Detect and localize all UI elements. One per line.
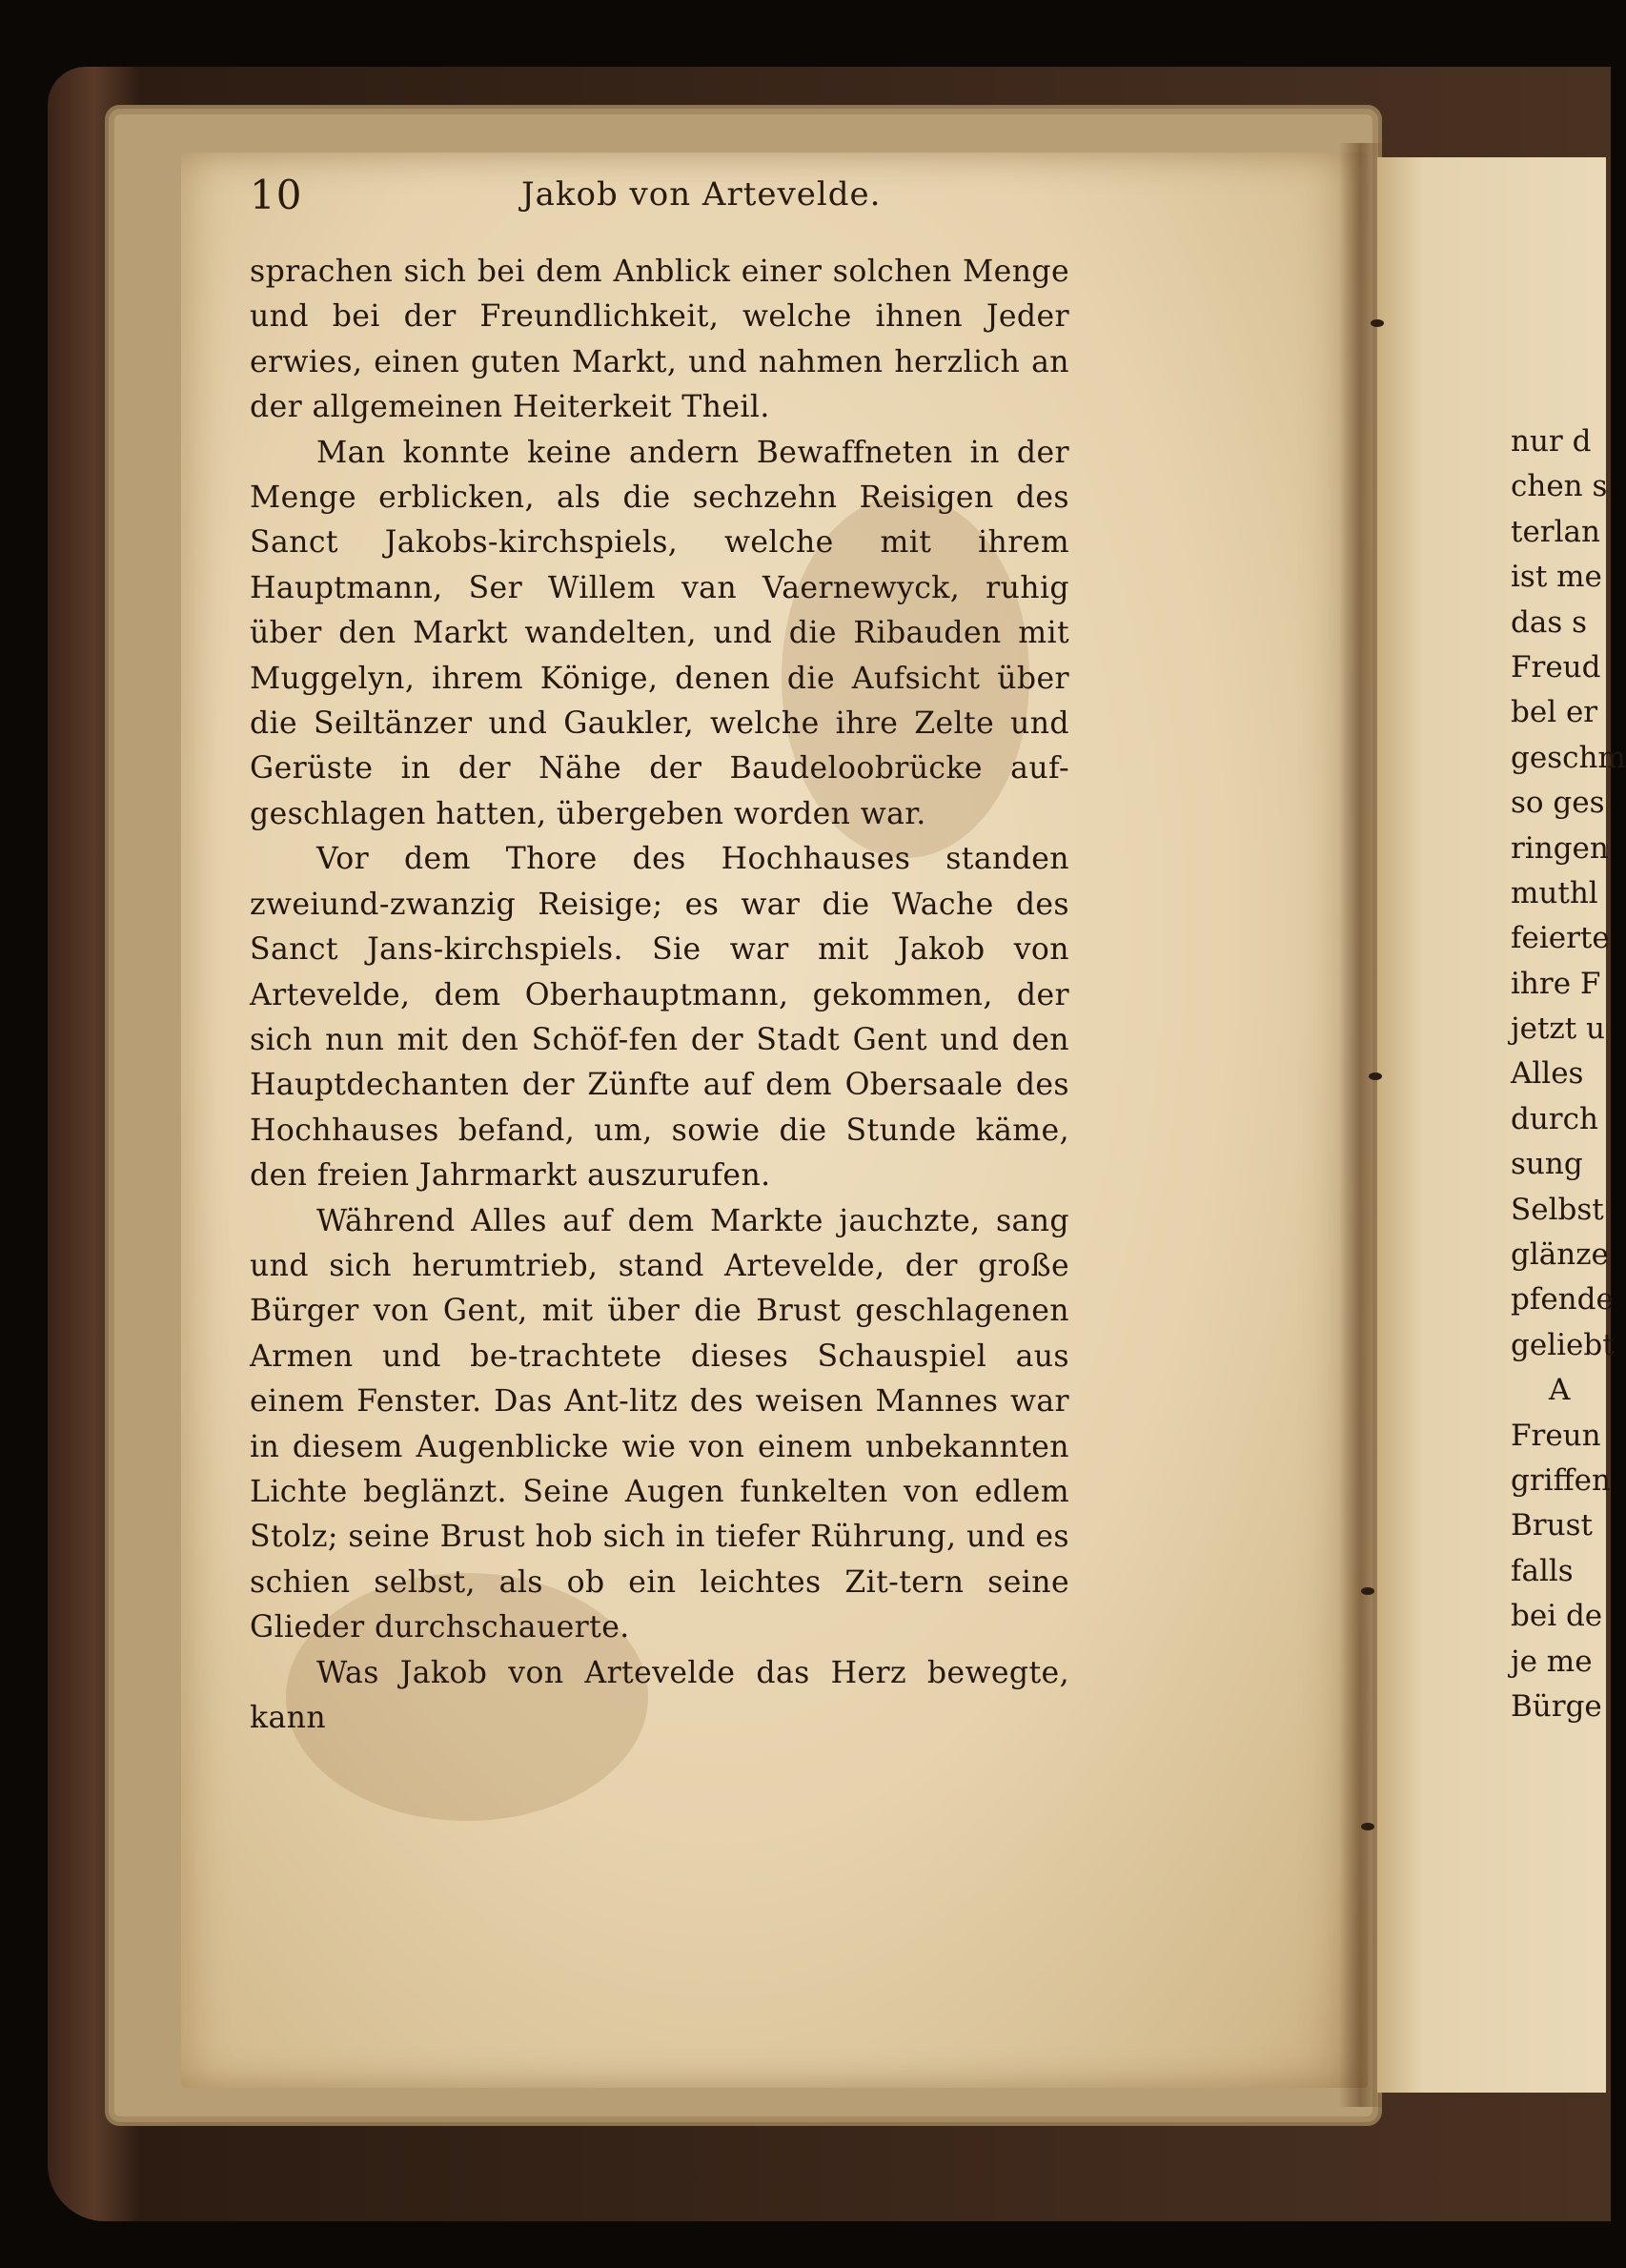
facing-line: ist me: [1511, 560, 1602, 595]
facing-line: pfende: [1511, 1282, 1614, 1318]
facing-line: Alles: [1511, 1056, 1584, 1092]
facing-line: ihre F: [1511, 966, 1601, 1001]
facing-line: terlan: [1511, 514, 1600, 549]
facing-line: so ges: [1511, 786, 1605, 821]
facing-line: bel er: [1511, 695, 1598, 730]
facing-line: jetzt u: [1511, 1011, 1606, 1047]
facing-line: griffen: [1511, 1462, 1611, 1498]
page-number: 10: [250, 172, 303, 218]
facing-line: geschm: [1511, 740, 1626, 775]
facing-line: Bürge: [1511, 1688, 1602, 1724]
running-head: [250, 172, 1060, 229]
facing-line: bei de: [1511, 1599, 1603, 1634]
facing-line: muthl: [1511, 875, 1598, 910]
facing-line: chen s: [1511, 469, 1608, 504]
binding-thread: [1361, 1823, 1374, 1830]
facing-page-text: [1511, 419, 1625, 1729]
facing-line: durch: [1511, 1101, 1598, 1136]
facing-line: glänze: [1511, 1237, 1609, 1273]
facing-line: das s: [1511, 604, 1587, 640]
book-gutter: [1339, 143, 1382, 2107]
binding-thread: [1371, 319, 1384, 327]
paragraph: Vor dem Thore des Hochhauses standen zweiund-zwanzig Reisige; es war die Wache des Sanct Jans-kirchspiels. Sie war mit Jakob von Artevelde, dem Oberhauptmann, gekommen, der sich nun mit den Schöf-fen der Stadt Gent und den Hauptdechanten der Zünfte auf dem Obersaale des Hochhauses befand, um, sowie die Stunde käme, den freien Jahrmarkt auszurufen.: [250, 842, 1069, 1194]
binding-thread: [1369, 1073, 1382, 1080]
paragraph: Was Jakob von Artevelde das Herz bewegte, kann: [250, 1655, 1069, 1735]
body-text: [250, 250, 1069, 1741]
facing-line: A: [1549, 1373, 1571, 1408]
paragraph: Während Alles auf dem Markte jauchzte, sang und sich herumtrieb, stand Artevelde, der große Bürger von Gent, mit über die Brust geschlagenen Armen und be-trachtete dieses Schauspiel aus einem Fenster. Das Ant-litz des weisen Mannes war in diesem Augenblicke wie von einem unbekannten Lichte beglänzt. Seine Augen funkelten von edlem Stolz; seine Brust hob sich in tiefer Rührung, und es schien selbst, als ob ein leichtes Zit-tern seine Glieder durchschauerte.: [250, 1203, 1069, 1645]
facing-line: feierte: [1511, 921, 1610, 956]
paragraph: sprachen sich bei dem Anblick einer solchen Menge und bei der Freundlichkeit, welche ihnen Jeder erwies, einen guten Markt, und nahmen herzlich an der allgemeinen Heiterkeit Theil.: [250, 255, 1069, 425]
facing-line: Freun: [1511, 1418, 1601, 1453]
running-title: Jakob von Artevelde.: [521, 175, 882, 214]
facing-line: nur d: [1511, 424, 1592, 459]
facing-line: je me: [1511, 1644, 1593, 1679]
binding-thread: [1361, 1587, 1374, 1595]
facing-line: Selbst: [1511, 1192, 1604, 1227]
facing-line: Freud: [1511, 649, 1601, 684]
paragraph: Man konnte keine andern Bewaffneten in der Menge erblicken, als die sechzehn Reisigen des Sanct Jakobs-kirchspiels, welche mit ihrem Hauptmann, Ser Willem van Vaernewyck, ruhig über den Markt wandelten, und die Ribauden mit Muggelyn, ihrem Könige, denen die Aufsicht über die Seiltänzer und Gaukler, welche ihre Zelte und Gerüste in der Nähe der Baudeloobrücke auf-geschlagen hatten, übergeben worden war.: [250, 435, 1069, 831]
facing-line: geliebt: [1511, 1327, 1615, 1362]
facing-line: Brust: [1511, 1508, 1593, 1543]
facing-line: falls: [1511, 1553, 1574, 1588]
facing-line: ringen: [1511, 830, 1609, 866]
facing-line: sung: [1511, 1147, 1583, 1182]
